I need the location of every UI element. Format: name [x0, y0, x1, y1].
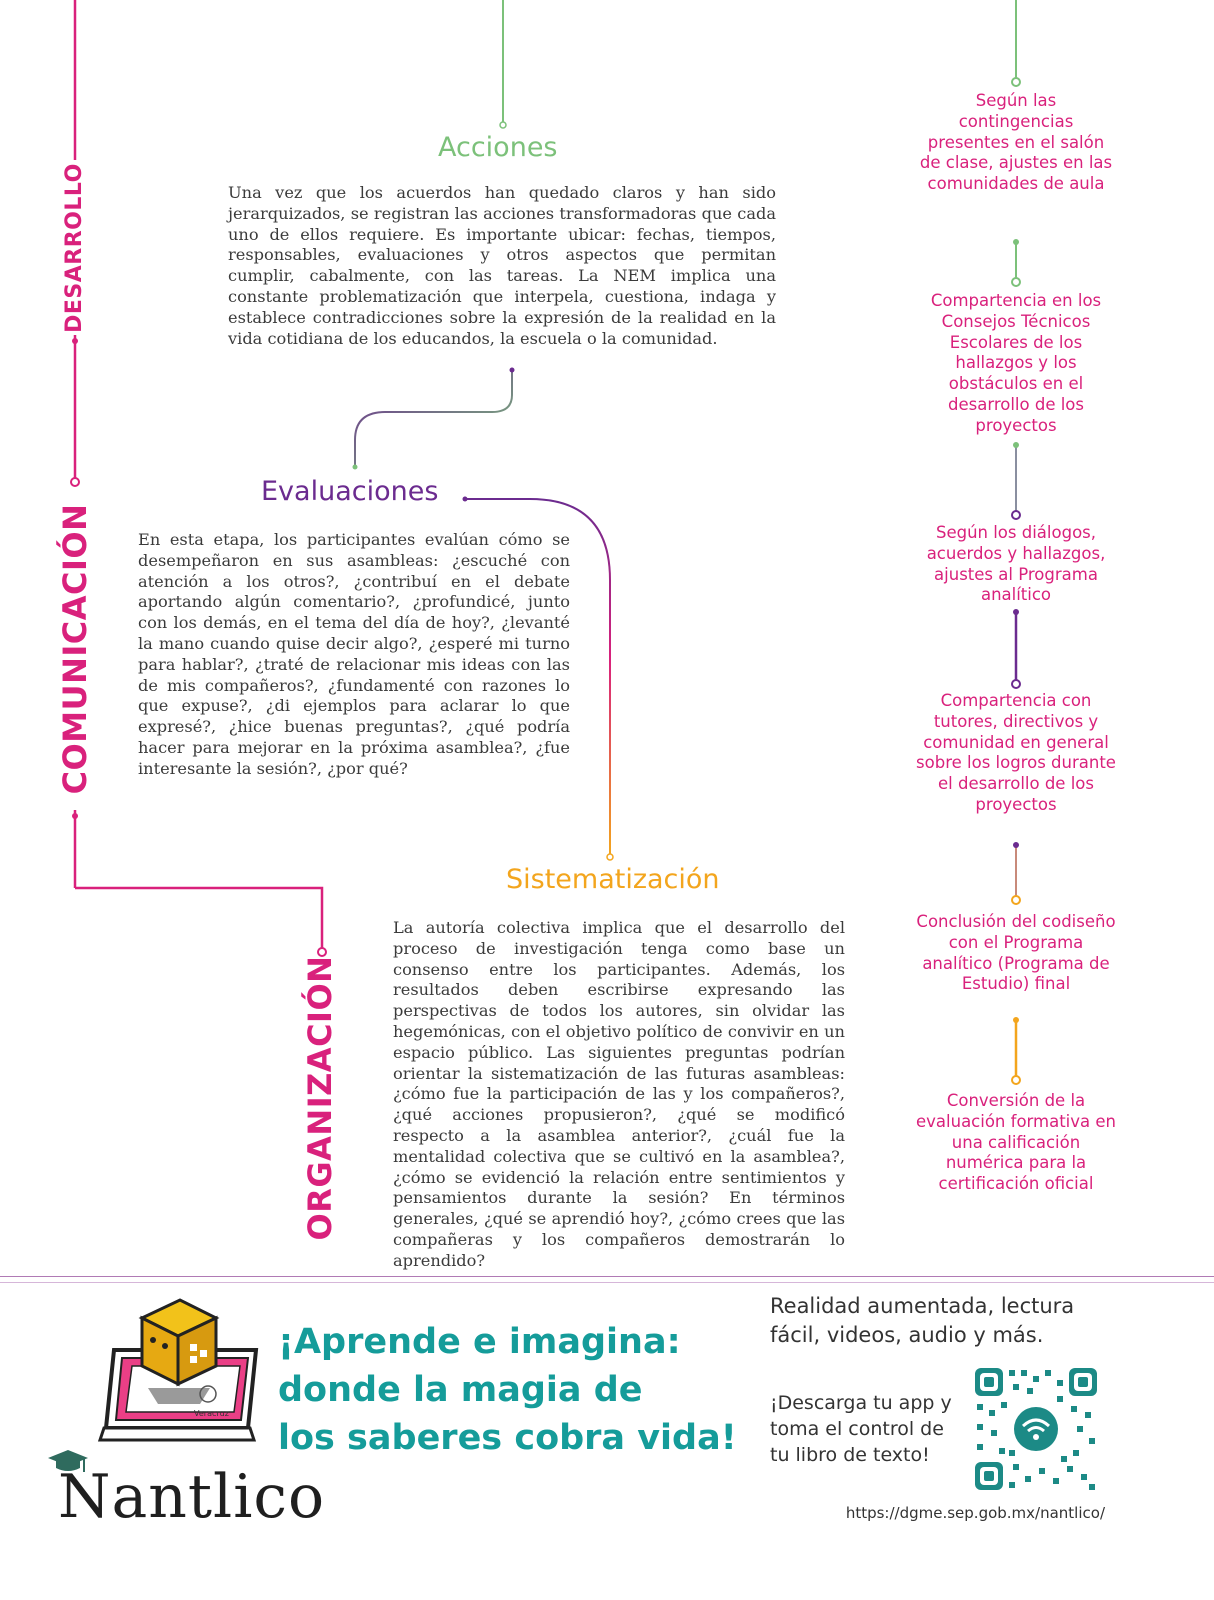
nantlico-logo: Nantlico [58, 1462, 326, 1532]
step-compartencia-tutores: Compartencia con tutores, directivos y comunidad en general sobre los logros durante el desarrollo de los proyectos [916, 691, 1116, 814]
features-note: Realidad aumentada, lectura fácil, videos, audio y más. [770, 1294, 1075, 1347]
step-contingencias: Según las contingencias presentes en el salón de clase, ajustes en las comunidades de aula [919, 91, 1113, 194]
book-mascot-illustration [90, 1288, 280, 1458]
comunicacion-label: COMUNICACIÓN [56, 503, 94, 795]
download-note: ¡Descarga tu app y toma el control de tu libro de texto! [770, 1392, 952, 1466]
qr-code[interactable] [973, 1366, 1099, 1492]
desarrollo-label: DESARROLLO [62, 163, 87, 333]
step-programa-analitico: Según los diálogos, acuerdos y hallazgos, ajustes al Programa analítico [926, 523, 1106, 605]
step-consejos-tecnicos: Compartencia en los Consejos Técnicos Escolares de los hallazgos y los obstáculos en el desarrollo de los proyectos [930, 291, 1102, 435]
acciones-text: Una vez que los acuerdos han quedado claros y han sido jerarquizados, se registran las acciones transformadoras que cada uno de ellos requiere. Es importante ubicar: fechas, tiempos, responsables, evaluaciones y otros aspectos que permitan cumplir, cabalmente, con las tareas. La NEM implica una constante problematización que interpela, cuestiona, indaga y establece contradicciones sobre la expresión de la realidad en la vida cotidiana de los educandos, la escuela o la comunidad. [228, 183, 776, 348]
evaluaciones-text: En esta etapa, los participantes evalúan cómo se desempeñaron en sus asambleas: ¿escuché con atención a los otros?, ¿contribuí en el debate aportando algún comentario?, ¿profundicé, junto con los demás, en el tema del día de hoy?, ¿levanté la mano cuando quise decir algo?, ¿esperé mi turno para hablar?, ¿traté de relacionar mis ideas con las de mis compañeros?, ¿fundamenté con razones lo que expuse?, ¿di ejemplos para aclarar lo que expresé?, ¿hice buenas preguntas?, ¿qué podría hacer para mejorar en la próxima asamblea?, ¿fue interesante la sesión?, ¿por qué? [138, 530, 570, 778]
acciones-title: Acciones [438, 132, 558, 163]
promo-headline: ¡Aprende e imagina: donde la magia de los saberes cobra vida! [278, 1322, 737, 1458]
evaluaciones-title: Evaluaciones [261, 476, 439, 507]
sistematizacion-title: Sistematización [506, 864, 720, 895]
footer-rule-bottom [0, 1282, 1214, 1283]
book-label: Veracruz [194, 1409, 229, 1418]
footer-rule-top [0, 1276, 1214, 1277]
step-conclusion-codiseno: Conclusión del codiseño con el Programa analítico (Programa de Estudio) final [916, 912, 1116, 994]
nantlico-url[interactable]: https://dgme.sep.gob.mx/nantlico/ [845, 1504, 1105, 1522]
sistematizacion-text: La autoría colectiva implica que el desarrollo del proceso de investigación tenga como base un consenso entre los participantes. Además, los resultados deben escribirse expresando las perspectivas de todos los autores, sin olvidar las hegemónicas, con el objetivo político de convivir en un espacio público. Las siguientes preguntas podrían orientar la sistematización de las futuras asambleas: ¿cómo fue la participación de las y los compañeros?, ¿qué acciones propusieron?, ¿qué se modificó respecto a la asamblea anterior?, ¿cuál fue la mentalidad colectiva que se cultivó en la asamblea?, ¿cómo se evidenció la relación entre sentimientos y pensamientos durante la sesión? En términos generales, ¿qué se aprendió hoy?, ¿cómo crees que las compañeras y los compañeros demostrarán lo aprendido? [393, 918, 845, 1270]
organizacion-label: ORGANIZACIÓN [301, 955, 339, 1241]
step-conversion-evaluacion: Conversión de la evaluación formativa en una calificación numérica para la certificación oficial [916, 1091, 1116, 1194]
